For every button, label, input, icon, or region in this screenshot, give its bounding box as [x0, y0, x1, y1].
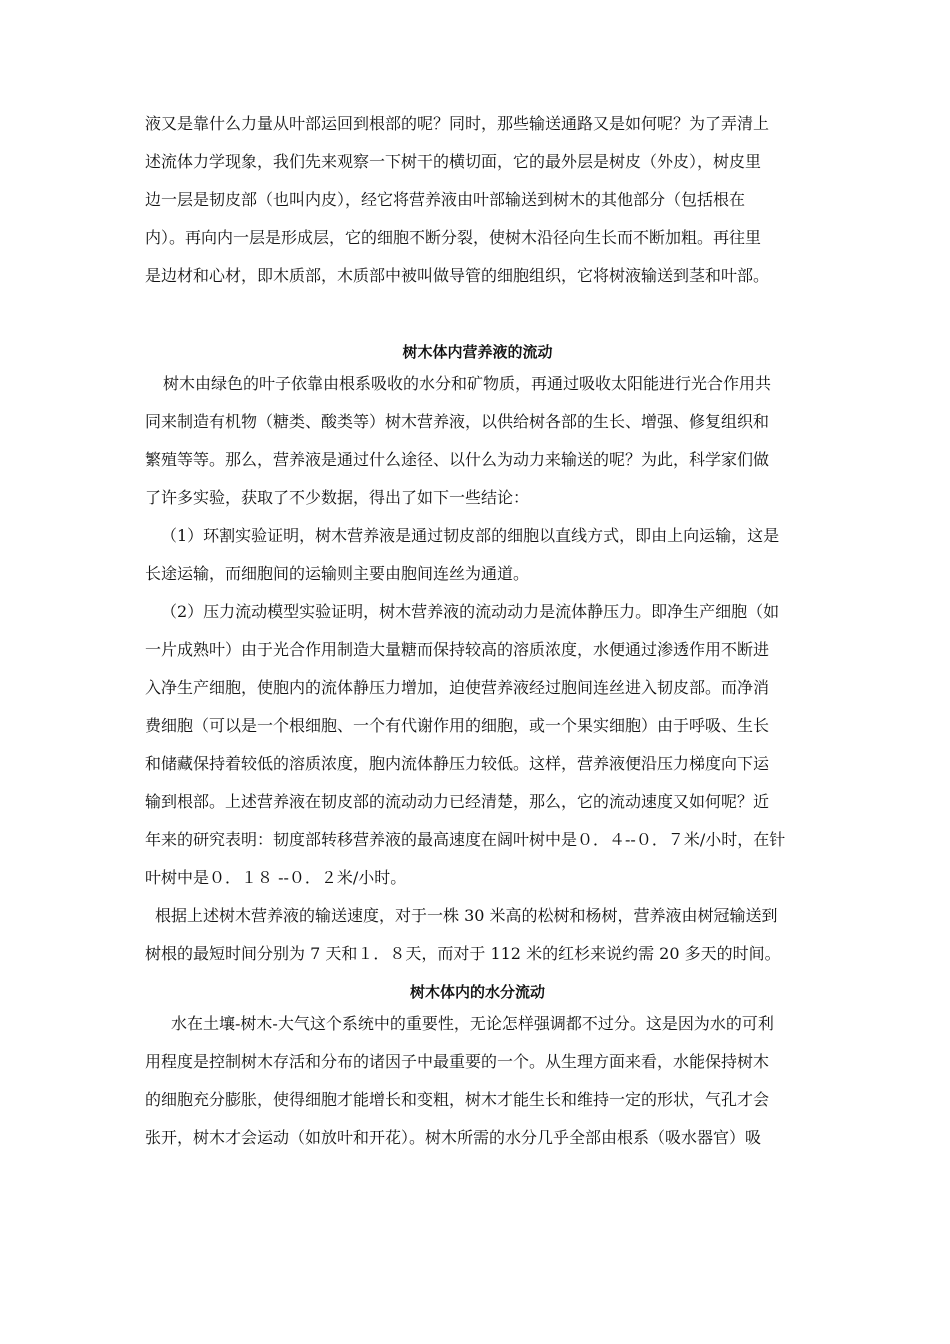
- text-line: 长途运输，而细胞间的运输则主要由胞间连丝为通道。: [145, 564, 530, 583]
- conclusion-1-paragraph: [145, 526, 810, 602]
- text-line: 入净生产细胞，使胞内的流体静压力增加，迫使营养液经过胞间连丝进入韧皮部。而净消: [145, 678, 770, 697]
- text-line: （1）环割实验证明，树木营养液是通过韧皮部的细胞以直线方式，即由上向运输，这是: [161, 526, 780, 545]
- transport-time-paragraph: [145, 906, 810, 982]
- text-line: 输到根部。上述营养液在韧皮部的流动动力已经清楚，那么，它的流动速度又如何呢？近: [145, 792, 770, 811]
- text-line: 年来的研究表明：韧度部转移营养液的最高速度在阔叶树中是０．４--０．７米/小时，在针: [145, 830, 786, 849]
- text-line: 费细胞（可以是一个根细胞、一个有代谢作用的细胞，或一个果实细胞）由于呼吸、生长: [145, 716, 770, 735]
- text-line: 边一层是韧皮部（也叫内皮），经它将营养液由叶部输送到树木的其他部分（包括根在: [145, 190, 746, 209]
- water-flow-paragraph: [145, 1014, 810, 1166]
- text-line: 根据上述树木营养液的输送速度，对于一株 30 米高的松树和杨树，营养液由树冠输送到: [155, 906, 778, 925]
- text-line: 叶树中是０．１８ --０．２米/小时。: [145, 868, 407, 887]
- text-line: 同来制造有机物（糖类、酸类等）树木营养液，以供给树各部的生长、增强、修复组织和: [145, 412, 770, 431]
- text-line: 水在土壤-树木-大气这个系统中的重要性，无论怎样强调都不过分。这是因为水的可利: [171, 1014, 774, 1033]
- text-line: 的细胞充分膨胀，使得细胞才能增长和变粗，树木才能生长和维持一定的形状，气孔才会: [145, 1090, 770, 1109]
- text-line: 树木由绿色的叶子依靠由根系吸收的水分和矿物质，再通过吸收太阳能进行光合作用共: [163, 374, 772, 393]
- nutrient-intro-paragraph: [145, 374, 810, 526]
- text-line: 了许多实验，获取了不少数据，得出了如下一些结论：: [145, 488, 530, 507]
- text-line: 内）。再向内一层是形成层，它的细胞不断分裂，使树木沿径向生长而不断加粗。再往里: [145, 228, 762, 247]
- text-line: 张开，树木才会运动（如放叶和开花）。树木所需的水分几乎全部由根系（吸水器官）吸: [145, 1128, 762, 1147]
- conclusion-2-paragraph: [145, 602, 810, 906]
- section-heading-water-flow: 树木体内的水分流动: [409, 983, 545, 1001]
- text-line: 繁殖等等。那么，营养液是通过什么途径、以什么为动力来输送的呢？为此，科学家们做: [145, 450, 770, 469]
- paragraph-gap: [145, 304, 810, 342]
- text-line: 一片成熟叶）由于光合作用制造大量糖而保持较高的溶质浓度，水便通过渗透作用不断进: [145, 640, 770, 659]
- document-page: [145, 114, 810, 1166]
- text-line: 液又是靠什么力量从叶部运回到根部的呢？同时，那些输送通路又是如何呢？为了弄清上: [145, 114, 770, 133]
- text-line: 树根的最短时间分别为 7 天和１．８天，而对于 112 米的红杉来说约需 20 多天的时间。: [145, 944, 781, 963]
- text-line: 是边材和心材，即木质部，木质部中被叫做导管的细胞组织，它将树液输送到茎和叶部。: [145, 266, 770, 285]
- text-line: 和储藏保持着较低的溶质浓度，胞内流体静压力较低。这样，营养液便沿压力梯度向下运: [145, 754, 770, 773]
- intro-paragraph: [145, 114, 810, 304]
- text-line: 述流体力学现象，我们先来观察一下树干的横切面，它的最外层是树皮（外皮），树皮里: [145, 152, 762, 171]
- text-line: （2）压力流动模型实验证明，树木营养液的流动动力是流体静压力。即净生产细胞（如: [161, 602, 780, 621]
- text-line: 用程度是控制树木存活和分布的诸因子中最重要的一个。从生理方面来看，水能保持树木: [145, 1052, 770, 1071]
- section-heading-nutrient-flow: 树木体内营养液的流动: [402, 343, 553, 361]
